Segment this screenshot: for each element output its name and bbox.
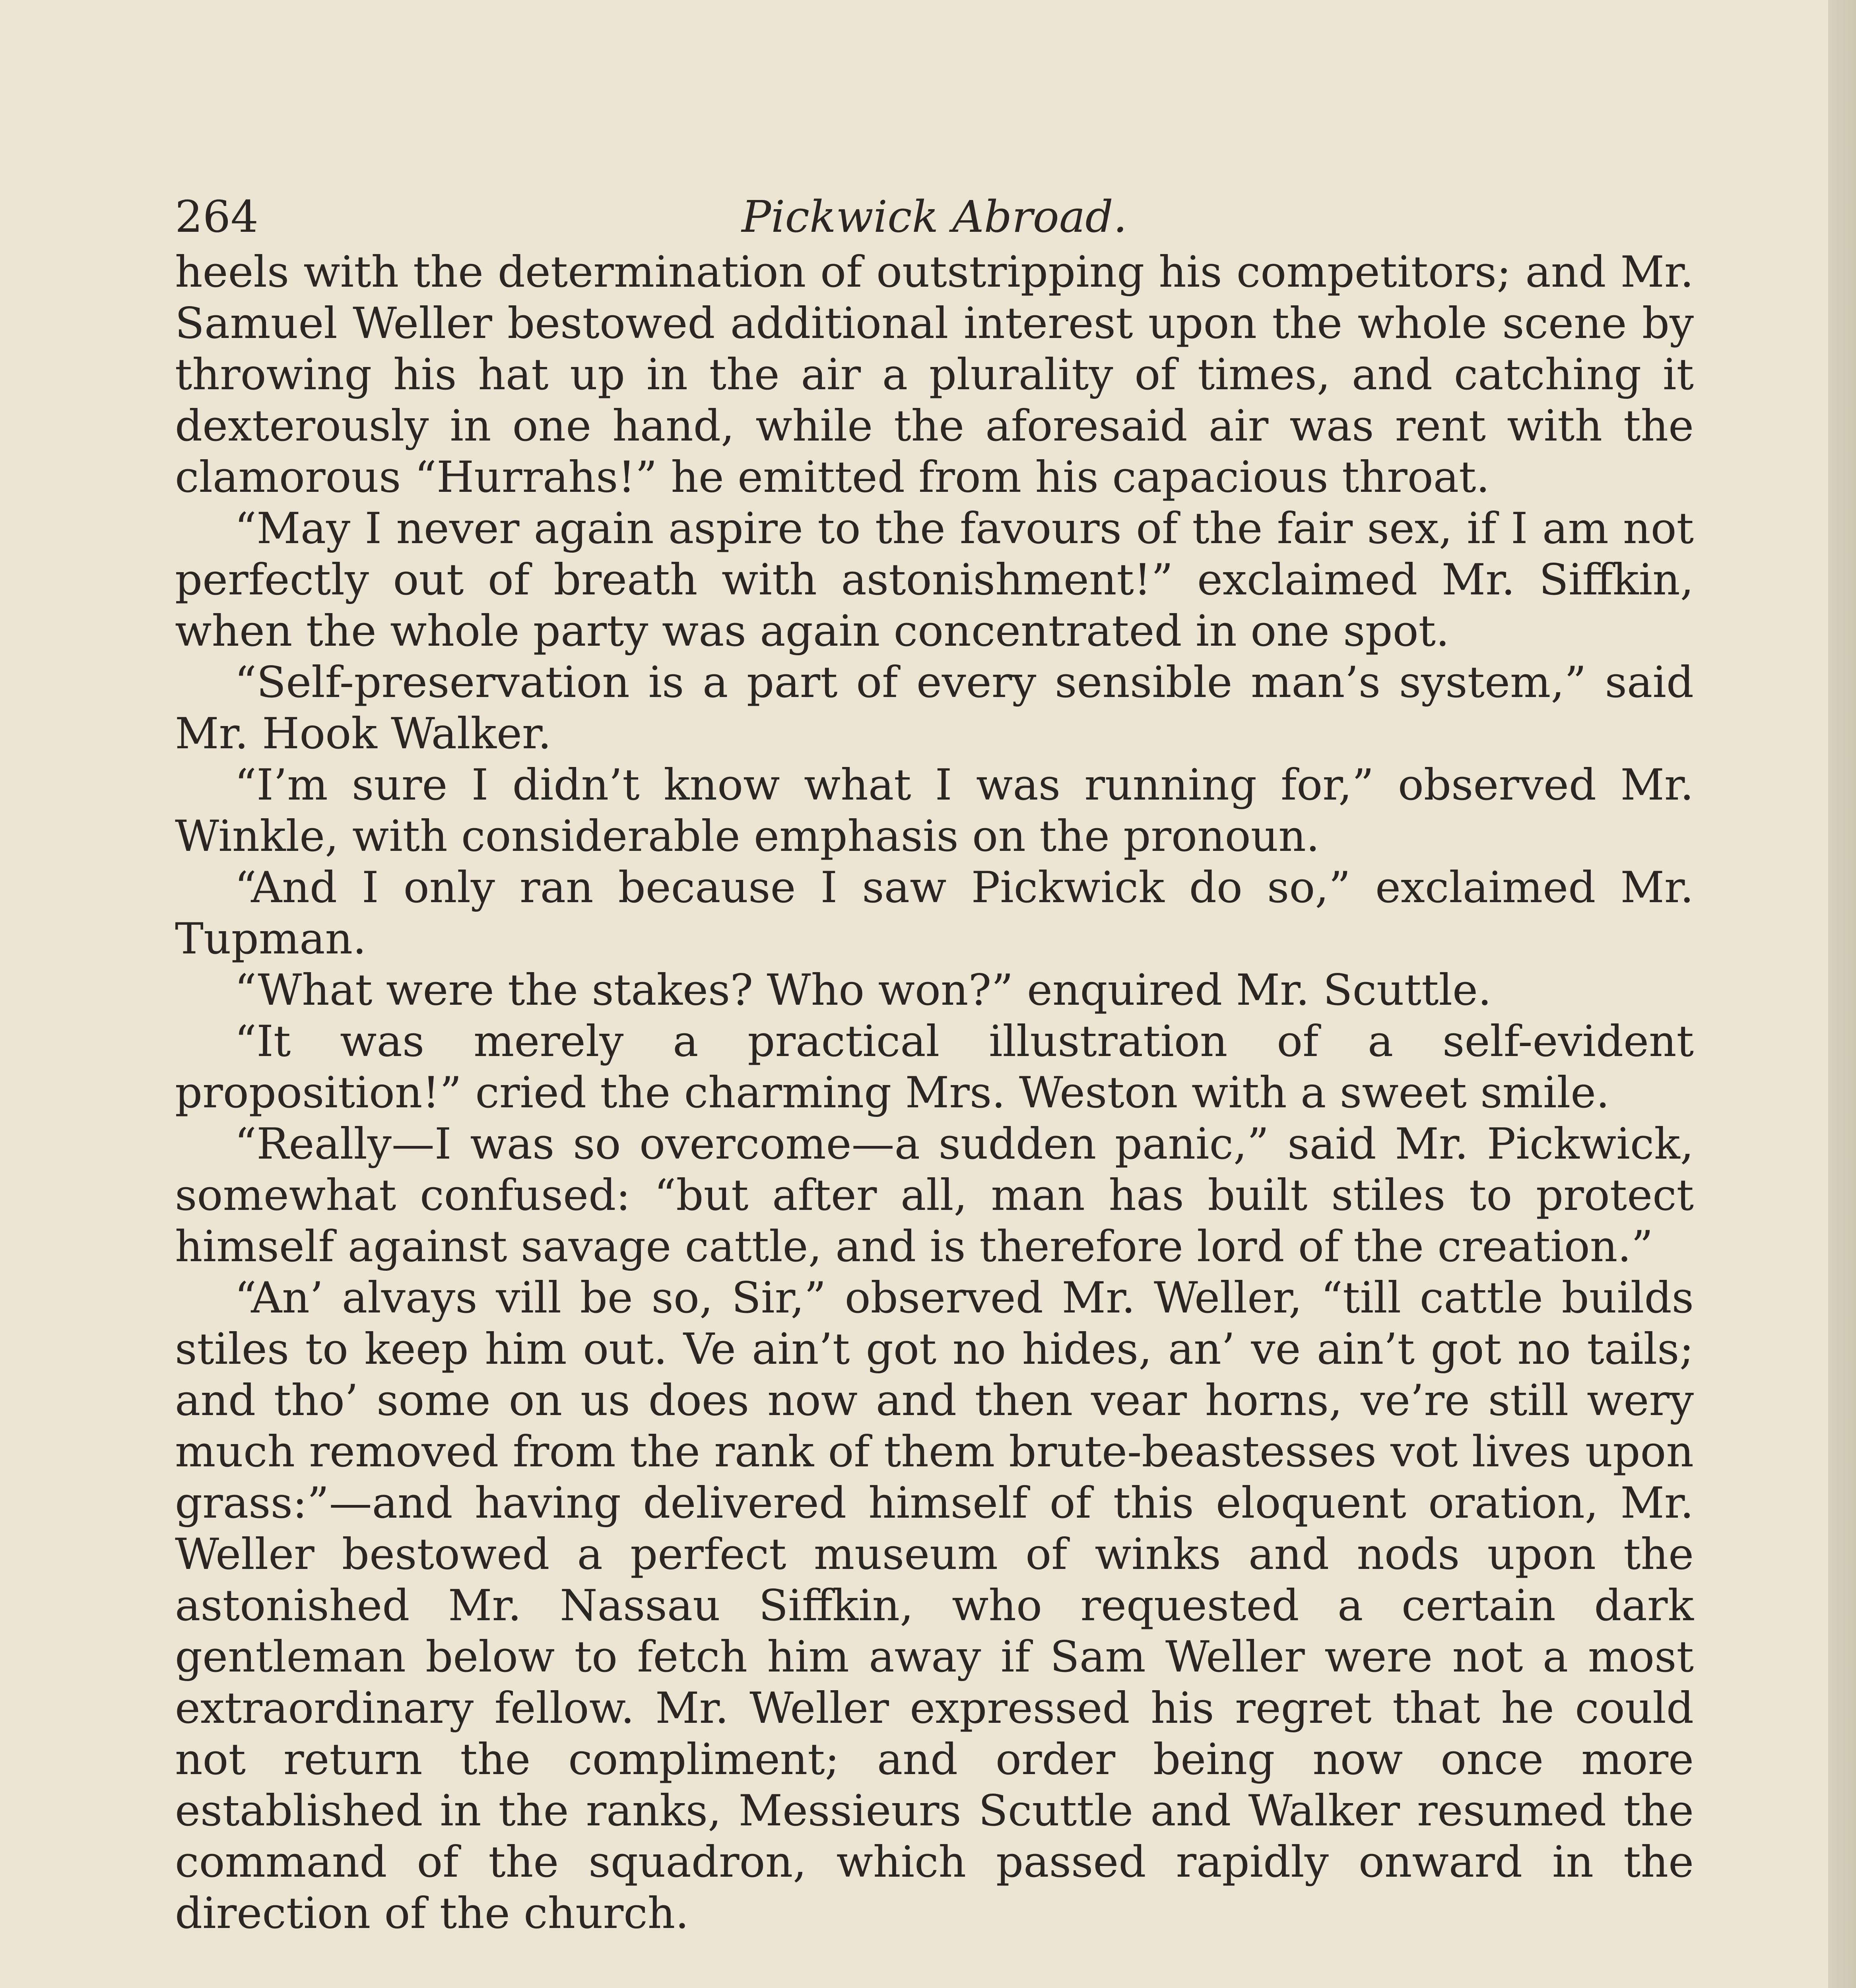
- body-text: [175, 247, 1694, 1939]
- paragraph: “Self-preservation is a part of every sensible man’s system,” said Mr. Hook Walker.: [175, 658, 1694, 759]
- paragraph: “I’m sure I didn’t know what I was running for,” observed Mr. Winkle, with considerable emphasis on the pronoun.: [175, 760, 1694, 861]
- text-block: [175, 187, 1694, 1988]
- paragraph: “And I only ran because I saw Pickwick do so,” exclaimed Mr. Tupman.: [175, 863, 1694, 964]
- paragraph: “An’ alvays vill be so, Sir,” observed Mr. Weller, “till cattle builds stiles to keep him out. Ve ain’t got no hides, an’ ve ain’t got no tails; and tho’ some on us does now and then vear horns, ve’re still wery much removed from the rank of them brute-beastesses vot lives upon grass:”—and having delivered himself of this eloquent oration, Mr. Weller bestowed a perfect museum of winks and nods upon the astonished Mr. Nassau Siffkin, who requested a certain dark gentleman below to fetch him away if Sam Weller were not a most extraordinary fellow. Mr. Weller expressed his regret that he could not return the compliment; and order being now once more established in the ranks, Messieurs Scuttle and Walker resumed the command of the squadron, which passed rapidly onward in the direction of the church.: [175, 1273, 1694, 1938]
- paragraph: “Really—I was so overcome—a sudden panic,” said Mr. Pickwick, somewhat confused: “but after all, man has built stiles to protect himself against savage cattle, and is therefore lord of the creation.”: [175, 1119, 1694, 1272]
- page-edge: [1828, 0, 1856, 1988]
- paragraph: “What were the stakes? Who won?” enquired Mr. Scuttle.: [235, 965, 1492, 1015]
- page-number: 264: [175, 191, 258, 242]
- paragraph: “It was merely a practical illustration of a self-evident proposition!” cried the charming Mrs. Weston with a sweet smile.: [175, 1017, 1694, 1118]
- paragraph: heels with the determination of outstripping his competitors; and Mr. Samuel Weller bestowed additional interest upon the whole scene by throwing his hat up in the air a plurality of times, and catching it dexterously in one hand, while the aforesaid air was rent with the clamorous “Hurrahs!” he emitted from his capacious throat.: [175, 247, 1694, 502]
- running-head: [175, 187, 1694, 247]
- paragraph: “May I never again aspire to the favours of the fair sex, if I am not perfectly out of breath with astonishment!” exclaimed Mr. Siffkin, when the whole party was again concentrated in one spot.: [175, 504, 1694, 656]
- running-title: Pickwick Abroad.: [742, 191, 1127, 242]
